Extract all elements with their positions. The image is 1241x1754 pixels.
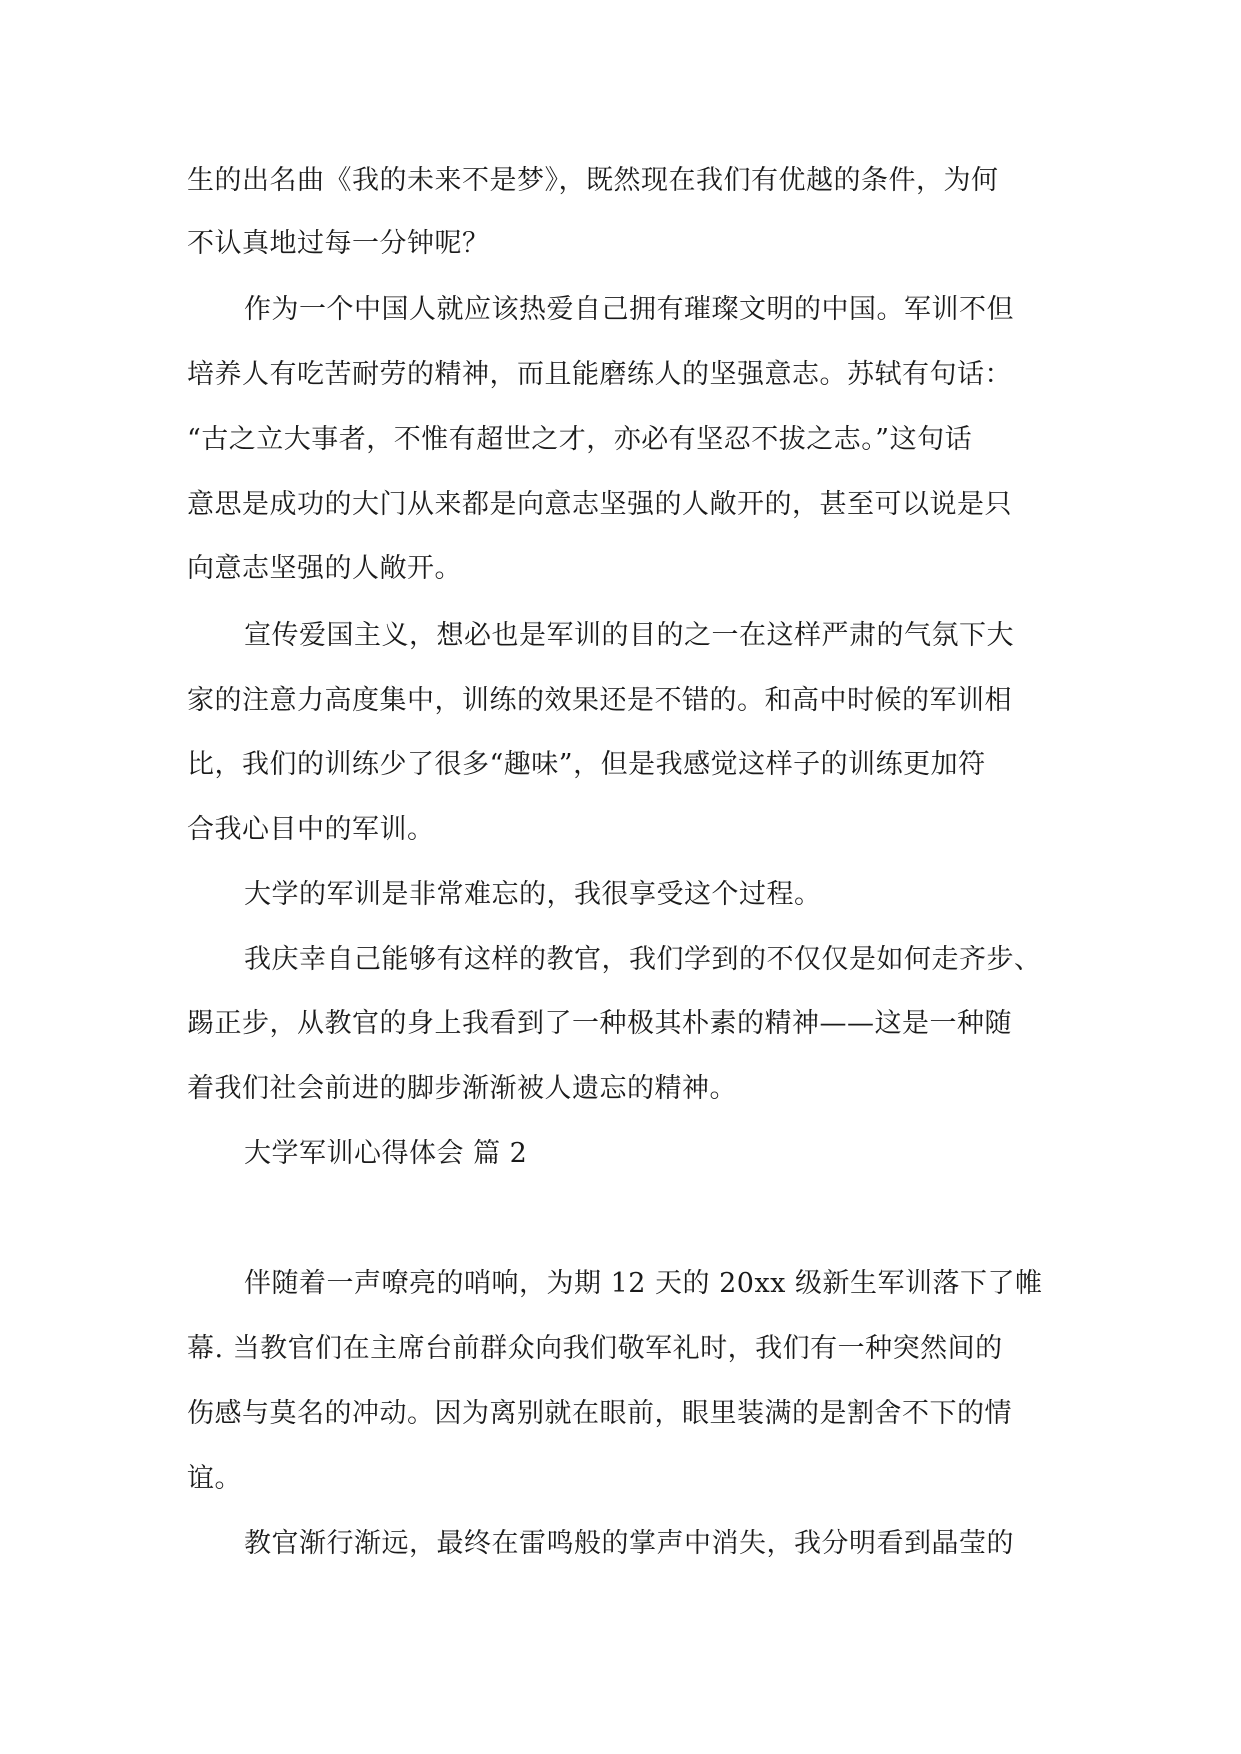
paragraph-line: “古之立大事者，不惟有超世之才，亦必有坚忍不拔之志。”这句话 <box>187 424 973 455</box>
paragraph-line: 宣传爱国主义，想必也是军训的目的之一在这样严肃的气氛下大 <box>244 620 1014 651</box>
paragraph-line: 向意志坚强的人敞开。 <box>187 553 462 584</box>
paragraph-line: 我庆幸自己能够有这样的教官，我们学到的不仅仅是如何走齐步、 <box>244 944 1042 975</box>
paragraph-line: 幕. 当教官们在主席台前群众向我们敬军礼时，我们有一种突然间的 <box>187 1333 1003 1364</box>
paragraph-line: 培养人有吃苦耐劳的精神，而且能磨练人的坚强意志。苏轼有句话： <box>187 359 1012 390</box>
paragraph-line: 教官渐行渐远，最终在雷鸣般的掌声中消失，我分明看到晶莹的 <box>244 1528 1014 1559</box>
paragraph-line: 不认真地过每一分钟呢？ <box>187 228 490 259</box>
paragraph-line: 着我们社会前进的脚步渐渐被人遗忘的精神。 <box>187 1073 737 1104</box>
paragraph-line: 生的出名曲《我的未来不是梦》，既然现在我们有优越的条件，为何 <box>187 165 999 196</box>
paragraph-line: 比，我们的训练少了很多“趣味”，但是我感觉这样子的训练更加符 <box>187 749 986 780</box>
paragraph-line: 大学的军训是非常难忘的，我很享受这个过程。 <box>244 879 822 910</box>
section-heading: 大学军训心得体会 篇 2 <box>244 1138 528 1169</box>
paragraph-line: 伴随着一声嘹亮的哨响，为期 12 天的 20xx 级新生军训落下了帷 <box>244 1268 1043 1299</box>
paragraph-line: 作为一个中国人就应该热爱自己拥有璀璨文明的中国。军训不但 <box>244 294 1014 325</box>
paragraph-line: 意思是成功的大门从来都是向意志坚强的人敞开的，甚至可以说是只 <box>187 489 1012 520</box>
paragraph-line: 合我心目中的军训。 <box>187 814 435 845</box>
paragraph-line: 谊。 <box>187 1463 242 1494</box>
paragraph-line: 踢正步，从教官的身上我看到了一种极其朴素的精神——这是一种随 <box>187 1008 1012 1039</box>
paragraph-line: 家的注意力高度集中，训练的效果还是不错的。和高中时候的军训相 <box>187 685 1012 716</box>
paragraph-line: 伤感与莫名的冲动。因为离别就在眼前，眼里装满的是割舍不下的情 <box>187 1398 1012 1429</box>
